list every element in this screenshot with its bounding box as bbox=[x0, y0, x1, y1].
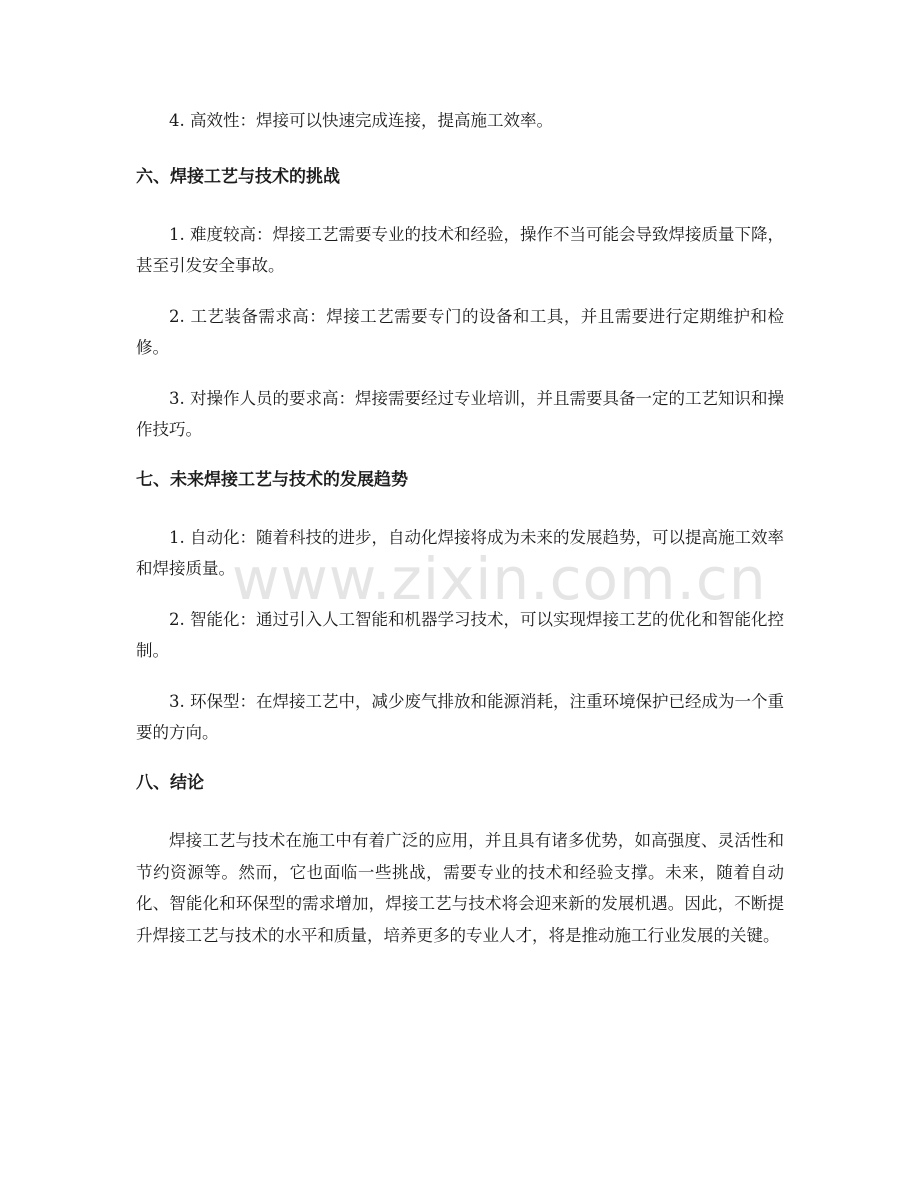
section6-item-3: 3. 对操作人员的要求高：焊接需要经过专业培训，并且需要具备一定的工艺知识和操作技巧。 bbox=[136, 389, 784, 439]
section6-heading: 六、焊接工艺与技术的挑战 bbox=[136, 167, 340, 187]
document-content bbox=[136, 105, 784, 951]
conclusion-paragraph: 焊接工艺与技术在施工中有着广泛的应用，并且具有诸多优势，如高强度、灵活性和节约资源等。然而，它也面临一些挑战，需要专业的技术和经验支撑。未来，随着自动化、智能化和环保型的需求增加，焊接工艺与技术将会迎来新的发展机遇。因此，不断提升焊接工艺与技术的水平和质量，培养更多的专业人才，将是推动施工行业发展的关键。 bbox=[136, 831, 784, 945]
section7-item-3: 3. 环保型：在焊接工艺中，减少废气排放和能源消耗，注重环境保护已经成为一个重要的方向。 bbox=[136, 692, 784, 742]
watermark-text: www.zixin.com.cn bbox=[232, 545, 767, 613]
section6-item-2: 2. 工艺装备需求高：焊接工艺需要专门的设备和工具，并且需要进行定期维护和检修。 bbox=[136, 307, 784, 357]
section6-item-1: 1. 难度较高：焊接工艺需要专业的技术和经验，操作不当可能会导致焊接质量下降，甚至引发安全事故。 bbox=[136, 225, 784, 275]
section7-item-1: 1. 自动化：随着科技的进步，自动化焊接将成为未来的发展趋势，可以提高施工效率和焊接质量。 bbox=[136, 528, 784, 578]
section7-heading: 七、未来焊接工艺与技术的发展趋势 bbox=[136, 470, 408, 490]
section7-item-2: 2. 智能化：通过引入人工智能和机器学习技术，可以实现焊接工艺的优化和智能化控制。 bbox=[136, 610, 784, 660]
section5-item-4: 4. 高效性：焊接可以快速完成连接，提高施工效率。 bbox=[169, 111, 553, 130]
section8-heading: 八、结论 bbox=[136, 773, 204, 793]
